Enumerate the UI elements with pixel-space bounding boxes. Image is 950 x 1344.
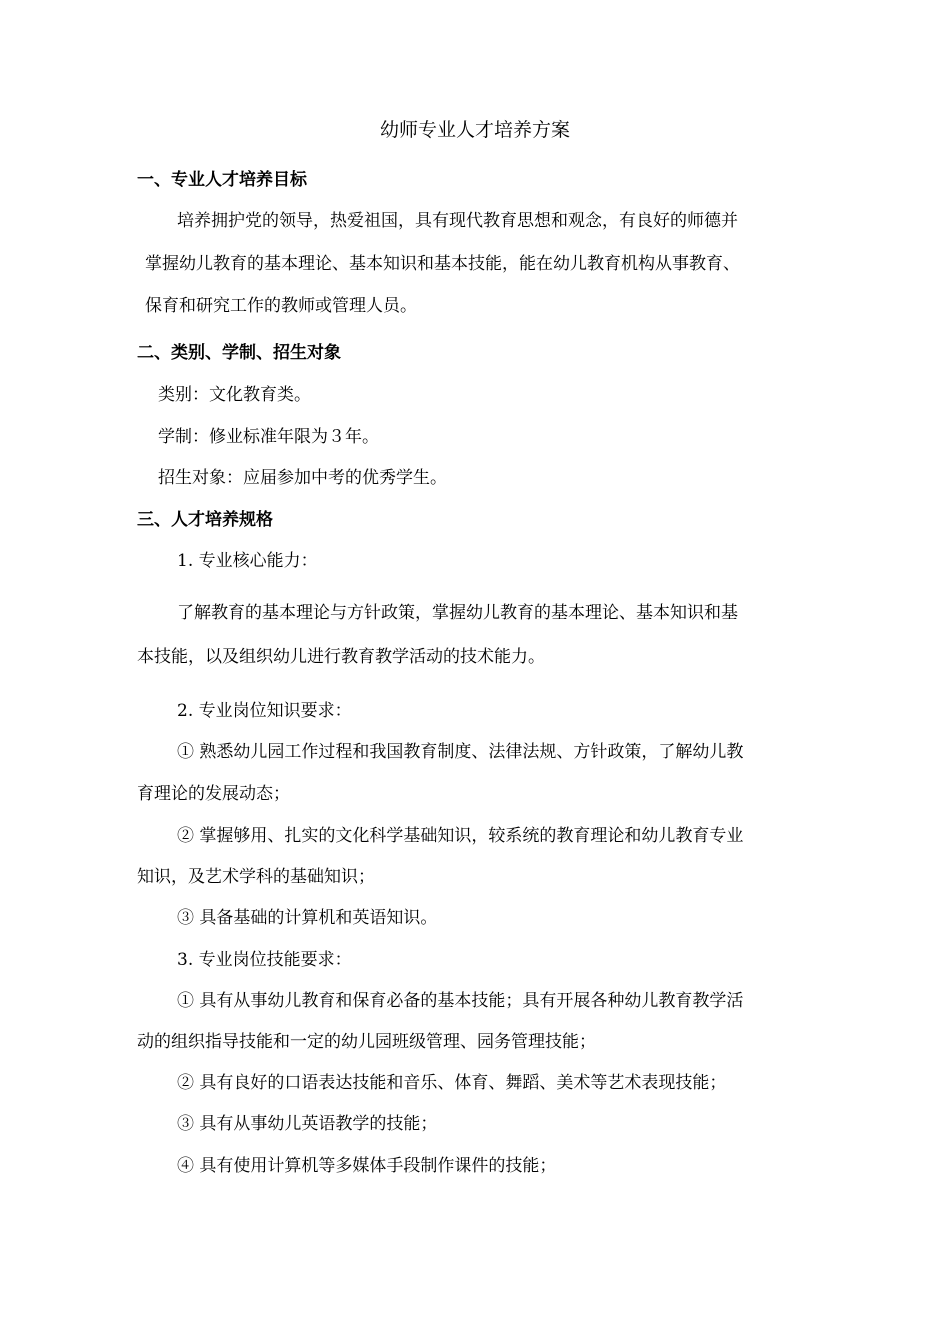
item-3-point-4: ④ 具有使用计算机等多媒体手段制作课件的技能； (177, 1156, 557, 1176)
item-2-title: 2. 专业岗位知识要求： (177, 701, 352, 721)
section-1-line-1: 培养拥护党的领导，热爱祖国，具有现代教育思想和观念，有良好的师德并 (177, 211, 738, 231)
item-2-point-2-line-2: 知识，及艺术学科的基础知识； (137, 867, 375, 887)
section-1-line-2: 掌握幼儿教育的基本理论、基本知识和基本技能，能在幼儿教育机构从事教育、 (145, 254, 740, 274)
section-1-heading: 一、专业人才培养目标 (137, 170, 307, 190)
item-3-point-3: ③ 具有从事幼儿英语教学的技能； (177, 1114, 438, 1134)
item-3-point-1-line-2: 动的组织指导技能和一定的幼儿园班级管理、园务管理技能； (137, 1032, 596, 1052)
item-1-title: 1. 专业核心能力： (177, 551, 318, 571)
section-2-enrollment: 招生对象：应届参加中考的优秀学生。 (158, 468, 447, 488)
item-1-line-2: 本技能，以及组织幼儿进行教育教学活动的技术能力。 (137, 647, 545, 667)
item-2-point-3: ③ 具备基础的计算机和英语知识。 (177, 908, 438, 928)
item-3-title: 3. 专业岗位技能要求： (177, 950, 352, 970)
item-1-line-1: 了解教育的基本理论与方针政策，掌握幼儿教育的基本理论、基本知识和基 (177, 603, 738, 623)
item-3-point-1-line-1: ① 具有从事幼儿教育和保育必备的基本技能；具有开展各种幼儿教育教学活 (177, 991, 744, 1011)
section-1-line-3: 保育和研究工作的教师或管理人员。 (145, 296, 417, 316)
section-3-heading: 三、人才培养规格 (137, 510, 273, 530)
item-2-point-1-line-1: ① 熟悉幼儿园工作过程和我国教育制度、法律法规、方针政策，了解幼儿教 (177, 742, 744, 762)
section-2-duration: 学制：修业标准年限为３年。 (158, 427, 379, 447)
document-title: 幼师专业人才培养方案 (379, 119, 570, 141)
item-3-point-2: ② 具有良好的口语表达技能和音乐、体育、舞蹈、美术等艺术表现技能； (177, 1073, 727, 1093)
section-2-heading: 二、类别、学制、招生对象 (137, 343, 341, 363)
item-2-point-1-line-2: 育理论的发展动态； (137, 784, 290, 804)
item-2-point-2-line-1: ② 掌握够用、扎实的文化科学基础知识，较系统的教育理论和幼儿教育专业 (177, 826, 744, 846)
section-2-category: 类别：文化教育类。 (158, 385, 311, 405)
